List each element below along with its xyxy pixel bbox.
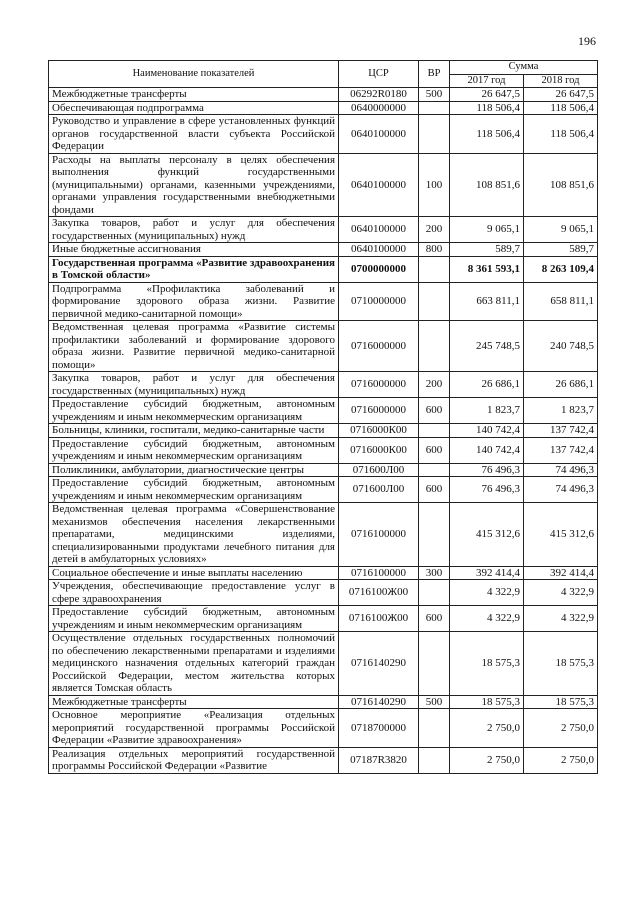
- table-row: [49, 580, 598, 606]
- row-csr: 0716000К00: [339, 437, 419, 463]
- row-csr: 0640100000: [339, 153, 419, 217]
- row-sum-2018: 118 506,4: [524, 115, 598, 154]
- row-sum-2017: 26 686,1: [450, 372, 524, 398]
- table-row: [49, 463, 598, 477]
- row-vr: [419, 282, 450, 321]
- row-sum-2017: 76 496,3: [450, 463, 524, 477]
- row-name: Ведомственная целевая программа «Совершенствование механизмов обеспечения населения лекарственными препаратами, медицинскими изделиями, специализированными продуктами лечебного питания для детей в амбулаторных условиях»: [49, 503, 339, 567]
- table-row: [49, 282, 598, 321]
- row-csr: 0716000000: [339, 398, 419, 424]
- row-name: Предоставление субсидий бюджетным, автономным учреждениям и иным некоммерческим организациям: [49, 606, 339, 632]
- row-vr: 600: [419, 437, 450, 463]
- table-row: [49, 709, 598, 748]
- row-sum-2018: 18 575,3: [524, 695, 598, 709]
- row-sum-2018: 658 811,1: [524, 282, 598, 321]
- row-name: Расходы на выплаты персоналу в целях обеспечения выполнения функций государственными (муниципальными) органами, казенными учреждениями, органами управления государственными внебюджетными фондами: [49, 153, 339, 217]
- row-name: Реализация отдельных мероприятий государственной программы Российской Федерации «Развитие: [49, 747, 339, 773]
- row-name: Межбюджетные трансферты: [49, 695, 339, 709]
- row-name: Предоставление субсидий бюджетным, автономным учреждениям и иным некоммерческим организациям: [49, 437, 339, 463]
- table-row: [49, 243, 598, 257]
- row-vr: [419, 709, 450, 748]
- table-row: [49, 632, 598, 696]
- row-vr: [419, 424, 450, 438]
- table-row: [49, 115, 598, 154]
- row-vr: 600: [419, 477, 450, 503]
- row-sum-2018: 415 312,6: [524, 503, 598, 567]
- row-sum-2018: 8 263 109,4: [524, 256, 598, 282]
- row-sum-2018: 2 750,0: [524, 709, 598, 748]
- row-name: Межбюджетные трансферты: [49, 88, 339, 102]
- row-sum-2017: 26 647,5: [450, 88, 524, 102]
- row-csr: 0716000К00: [339, 424, 419, 438]
- row-sum-2017: 140 742,4: [450, 424, 524, 438]
- row-name: Закупка товаров, работ и услуг для обеспечения государственных (муниципальных) нужд: [49, 217, 339, 243]
- row-csr: 0718700000: [339, 709, 419, 748]
- row-vr: [419, 321, 450, 372]
- table-row: [49, 424, 598, 438]
- row-sum-2017: 8 361 593,1: [450, 256, 524, 282]
- budget-table: [48, 60, 598, 774]
- row-csr: 0716100000: [339, 503, 419, 567]
- row-csr: 0716140290: [339, 695, 419, 709]
- page-number: 196: [578, 34, 596, 48]
- header-sum: Сумма: [450, 61, 598, 75]
- row-vr: [419, 256, 450, 282]
- row-csr: 0716100Ж00: [339, 580, 419, 606]
- row-sum-2017: 4 322,9: [450, 580, 524, 606]
- row-sum-2018: 137 742,4: [524, 437, 598, 463]
- row-sum-2018: 108 851,6: [524, 153, 598, 217]
- header-csr: ЦСР: [339, 61, 419, 88]
- row-name: Социальное обеспечение и иные выплаты населению: [49, 566, 339, 580]
- row-sum-2017: 392 414,4: [450, 566, 524, 580]
- row-sum-2017: 76 496,3: [450, 477, 524, 503]
- row-vr: [419, 463, 450, 477]
- row-name: Руководство и управление в сфере установленных функций органов государственной власти субъекта Российской Федерации: [49, 115, 339, 154]
- table-row: [49, 153, 598, 217]
- row-csr: 0716000000: [339, 372, 419, 398]
- row-name: Поликлиники, амбулатории, диагностические центры: [49, 463, 339, 477]
- row-sum-2017: 140 742,4: [450, 437, 524, 463]
- row-sum-2018: 118 506,4: [524, 101, 598, 115]
- row-csr: 0716100Ж00: [339, 606, 419, 632]
- row-sum-2017: 589,7: [450, 243, 524, 257]
- row-vr: [419, 101, 450, 115]
- row-sum-2018: 74 496,3: [524, 463, 598, 477]
- row-sum-2017: 2 750,0: [450, 747, 524, 773]
- row-sum-2018: 26 647,5: [524, 88, 598, 102]
- table-row: [49, 747, 598, 773]
- row-sum-2018: 4 322,9: [524, 606, 598, 632]
- row-sum-2018: 4 322,9: [524, 580, 598, 606]
- table-row: [49, 477, 598, 503]
- row-sum-2017: 1 823,7: [450, 398, 524, 424]
- row-csr: 0640100000: [339, 115, 419, 154]
- row-sum-2018: 137 742,4: [524, 424, 598, 438]
- header-name: Наименование показателей: [49, 61, 339, 88]
- row-csr: 0640000000: [339, 101, 419, 115]
- row-vr: 200: [419, 217, 450, 243]
- row-sum-2017: 18 575,3: [450, 632, 524, 696]
- row-sum-2018: 26 686,1: [524, 372, 598, 398]
- row-csr: 0716140290: [339, 632, 419, 696]
- row-name: Осуществление отдельных государственных полномочий по обеспечению лекарственными препаратами и изделиями медицинского назначения отдельных категорий граждан Российской Федерации, местом жительства которых является Томская область: [49, 632, 339, 696]
- row-csr: 06292R0180: [339, 88, 419, 102]
- table-row: [49, 101, 598, 115]
- row-vr: [419, 632, 450, 696]
- row-vr: [419, 747, 450, 773]
- table-row: [49, 88, 598, 102]
- row-sum-2018: 9 065,1: [524, 217, 598, 243]
- row-sum-2018: 2 750,0: [524, 747, 598, 773]
- row-vr: 600: [419, 398, 450, 424]
- row-csr: 071600Л00: [339, 477, 419, 503]
- row-sum-2017: 108 851,6: [450, 153, 524, 217]
- row-csr: 0716100000: [339, 566, 419, 580]
- table-row: [49, 321, 598, 372]
- header-2017: 2017 год: [450, 74, 524, 88]
- row-sum-2017: 18 575,3: [450, 695, 524, 709]
- row-name: Предоставление субсидий бюджетным, автономным учреждениям и иным некоммерческим организациям: [49, 398, 339, 424]
- row-name: Государственная программа «Развитие здравоохранения в Томской области»: [49, 256, 339, 282]
- table-row: [49, 695, 598, 709]
- row-name: Предоставление субсидий бюджетным, автономным учреждениям и иным некоммерческим организациям: [49, 477, 339, 503]
- row-name: Больницы, клиники, госпитали, медико-санитарные части: [49, 424, 339, 438]
- row-csr: 0710000000: [339, 282, 419, 321]
- row-vr: [419, 580, 450, 606]
- row-sum-2017: 2 750,0: [450, 709, 524, 748]
- row-csr: 0700000000: [339, 256, 419, 282]
- header-vr: ВР: [419, 61, 450, 88]
- row-vr: 300: [419, 566, 450, 580]
- row-sum-2018: 589,7: [524, 243, 598, 257]
- row-sum-2018: 18 575,3: [524, 632, 598, 696]
- table-row: [49, 372, 598, 398]
- row-sum-2018: 74 496,3: [524, 477, 598, 503]
- row-name: Ведомственная целевая программа «Развитие системы профилактики заболеваний и формирование здорового образа жизни. Развитие первичной медико-санитарной помощи»: [49, 321, 339, 372]
- row-sum-2017: 663 811,1: [450, 282, 524, 321]
- row-sum-2017: 4 322,9: [450, 606, 524, 632]
- table-row: [49, 503, 598, 567]
- table-row: [49, 256, 598, 282]
- table-row: [49, 437, 598, 463]
- row-sum-2017: 415 312,6: [450, 503, 524, 567]
- table-row: [49, 606, 598, 632]
- row-vr: 800: [419, 243, 450, 257]
- table-row: [49, 217, 598, 243]
- row-csr: 071600Л00: [339, 463, 419, 477]
- row-name: Подпрограмма «Профилактика заболеваний и формирование здорового образа жизни. Развитие первичной медико-санитарной помощи»: [49, 282, 339, 321]
- row-sum-2017: 118 506,4: [450, 101, 524, 115]
- row-csr: 0716000000: [339, 321, 419, 372]
- row-sum-2017: 9 065,1: [450, 217, 524, 243]
- row-name: Закупка товаров, работ и услуг для обеспечения государственных (муниципальных) нужд: [49, 372, 339, 398]
- header-2018: 2018 год: [524, 74, 598, 88]
- row-name: Основное мероприятие «Реализация отдельных мероприятий государственной программы Российской Федерации «Развитие здравоохранения»: [49, 709, 339, 748]
- table-row: [49, 398, 598, 424]
- row-vr: 600: [419, 606, 450, 632]
- row-sum-2018: 392 414,4: [524, 566, 598, 580]
- row-csr: 0640100000: [339, 217, 419, 243]
- table-row: [49, 566, 598, 580]
- row-vr: 200: [419, 372, 450, 398]
- row-csr: 0640100000: [339, 243, 419, 257]
- row-name: Учреждения, обеспечивающие предоставление услуг в сфере здравоохранения: [49, 580, 339, 606]
- row-vr: 500: [419, 695, 450, 709]
- row-vr: [419, 115, 450, 154]
- row-csr: 07187R3820: [339, 747, 419, 773]
- row-sum-2017: 118 506,4: [450, 115, 524, 154]
- row-sum-2018: 1 823,7: [524, 398, 598, 424]
- row-sum-2018: 240 748,5: [524, 321, 598, 372]
- row-name: Иные бюджетные ассигнования: [49, 243, 339, 257]
- row-vr: [419, 503, 450, 567]
- row-vr: 500: [419, 88, 450, 102]
- row-vr: 100: [419, 153, 450, 217]
- row-name: Обеспечивающая подпрограмма: [49, 101, 339, 115]
- row-sum-2017: 245 748,5: [450, 321, 524, 372]
